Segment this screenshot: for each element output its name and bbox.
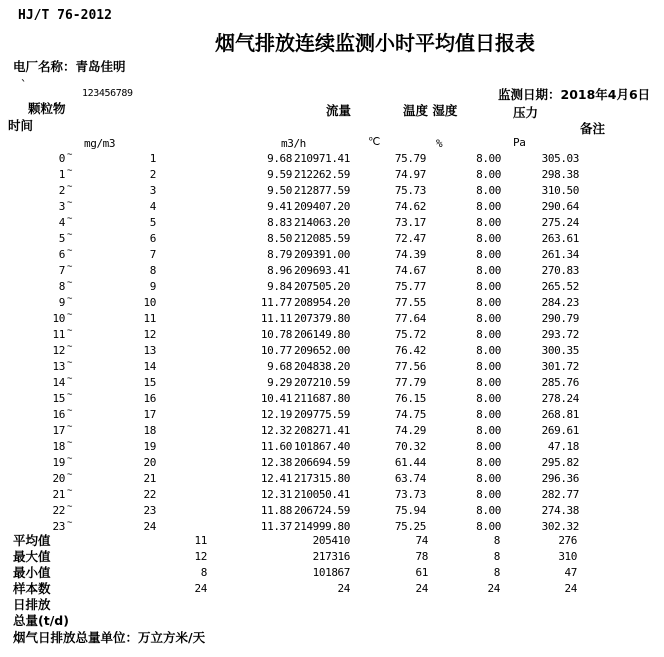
tilde-separator: ~ xyxy=(67,198,73,208)
summary-humidity-value: 24 xyxy=(487,582,500,595)
summary-rows xyxy=(0,533,664,629)
pm-value: 8.79 xyxy=(267,248,292,261)
tilde-separator: ~ xyxy=(67,406,73,416)
temperature-value: 61.44 xyxy=(394,456,426,469)
table-row xyxy=(0,199,664,215)
plant-name-label: 电厂名称：青岛佳明 xyxy=(13,59,126,74)
hour-end: 10 xyxy=(143,296,156,309)
summary-pm-value: 24 xyxy=(194,582,207,595)
summary-label: 日排放 xyxy=(13,597,51,612)
humidity-value: 8.00 xyxy=(476,488,501,501)
temperature-value: 73.17 xyxy=(394,216,426,229)
summary-humidity-value: 8 xyxy=(493,566,500,579)
pressure-value: 310.50 xyxy=(541,184,579,197)
tilde-separator: ~ xyxy=(67,438,73,448)
pm-value: 11.88 xyxy=(260,504,292,517)
pressure-value: 285.76 xyxy=(541,376,579,389)
table-row xyxy=(0,455,664,471)
pm-value: 9.84 xyxy=(267,280,292,293)
temperature-value: 75.72 xyxy=(394,328,426,341)
pressure-value: 265.52 xyxy=(541,280,579,293)
table-row xyxy=(0,231,664,247)
summary-row xyxy=(0,613,664,629)
flow-value: 217315.80 xyxy=(293,472,350,485)
hour-start: 7 xyxy=(58,264,65,277)
pressure-value: 269.61 xyxy=(541,424,579,437)
hour-start: 1 xyxy=(58,168,65,181)
pm-value: 9.59 xyxy=(267,168,292,181)
hour-end: 19 xyxy=(143,440,156,453)
temperature-value: 76.42 xyxy=(394,344,426,357)
flow-value: 208271.41 xyxy=(293,424,350,437)
summary-humidity-value: 8 xyxy=(493,534,500,547)
tilde-separator: ~ xyxy=(67,166,73,176)
temperature-value: 74.39 xyxy=(394,248,426,261)
pressure-value: 261.34 xyxy=(541,248,579,261)
temperature-value: 76.15 xyxy=(394,392,426,405)
flow-value: 209693.41 xyxy=(293,264,350,277)
humidity-value: 8.00 xyxy=(476,200,501,213)
pm-value: 10.41 xyxy=(260,392,292,405)
tilde-separator: ~ xyxy=(67,214,73,224)
pressure-value: 300.35 xyxy=(541,344,579,357)
tilde-separator: ~ xyxy=(67,374,73,384)
flow-value: 211687.80 xyxy=(293,392,350,405)
pressure-value: 290.79 xyxy=(541,312,579,325)
flow-value: 208954.20 xyxy=(293,296,350,309)
pm-value: 12.31 xyxy=(260,488,292,501)
hour-end: 15 xyxy=(143,376,156,389)
hour-end: 12 xyxy=(143,328,156,341)
tilde-separator: ~ xyxy=(67,502,73,512)
hour-end: 7 xyxy=(149,248,156,261)
table-row xyxy=(0,311,664,327)
tilde-separator: ~ xyxy=(67,326,73,336)
table-row xyxy=(0,423,664,439)
humidity-value: 8.00 xyxy=(476,344,501,357)
flow-value: 214063.20 xyxy=(293,216,350,229)
pm-value: 10.77 xyxy=(260,344,292,357)
temperature-value: 74.29 xyxy=(394,424,426,437)
pm-value: 12.38 xyxy=(260,456,292,469)
pressure-value: 278.24 xyxy=(541,392,579,405)
temperature-value: 75.25 xyxy=(394,520,426,533)
pressure-value: 47.18 xyxy=(547,440,579,453)
hour-start: 22 xyxy=(52,504,65,517)
pressure-value: 302.32 xyxy=(541,520,579,533)
hour-end: 3 xyxy=(149,184,156,197)
pressure-value: 263.61 xyxy=(541,232,579,245)
hour-end: 4 xyxy=(149,200,156,213)
table-row xyxy=(0,407,664,423)
temperature-value: 70.32 xyxy=(394,440,426,453)
summary-temperature-value: 24 xyxy=(415,582,428,595)
summary-pressure-value: 310 xyxy=(558,550,577,563)
summary-label: 平均值 xyxy=(13,533,51,548)
table-row xyxy=(0,375,664,391)
hour-end: 9 xyxy=(149,280,156,293)
hour-start: 0 xyxy=(58,152,65,165)
tilde-separator: ~ xyxy=(67,230,73,240)
flow-value: 204838.20 xyxy=(293,360,350,373)
pressure-value: 290.64 xyxy=(541,200,579,213)
pressure-value: 293.72 xyxy=(541,328,579,341)
pm-value: 8.83 xyxy=(267,216,292,229)
humidity-value: 8.00 xyxy=(476,296,501,309)
tilde-separator: ~ xyxy=(67,422,73,432)
hour-end: 22 xyxy=(143,488,156,501)
hour-end: 20 xyxy=(143,456,156,469)
summary-label: 最小值 xyxy=(13,565,51,580)
summary-pm-value: 8 xyxy=(200,566,207,579)
table-row xyxy=(0,167,664,183)
hour-end: 18 xyxy=(143,424,156,437)
summary-flow-value: 24 xyxy=(337,582,350,595)
serial-number: 123456789 xyxy=(82,88,133,99)
standard-code: HJ/T 76-2012 xyxy=(18,8,112,23)
flow-value: 212877.59 xyxy=(293,184,350,197)
hour-end: 16 xyxy=(143,392,156,405)
temperature-value: 72.47 xyxy=(394,232,426,245)
flow-value: 206694.59 xyxy=(293,456,350,469)
unit-temperature: ℃ xyxy=(368,135,380,148)
summary-row xyxy=(0,565,664,581)
humidity-value: 8.00 xyxy=(476,168,501,181)
table-row xyxy=(0,327,664,343)
hour-start: 10 xyxy=(52,312,65,325)
pm-value: 9.68 xyxy=(267,152,292,165)
temperature-value: 74.62 xyxy=(394,200,426,213)
flow-value: 209775.59 xyxy=(293,408,350,421)
tilde-separator: ~ xyxy=(67,278,73,288)
hour-end: 14 xyxy=(143,360,156,373)
pm-value: 9.41 xyxy=(267,200,292,213)
hour-start: 18 xyxy=(52,440,65,453)
humidity-value: 8.00 xyxy=(476,408,501,421)
summary-temperature-value: 74 xyxy=(415,534,428,547)
tilde-separator: ~ xyxy=(67,358,73,368)
flow-value: 209407.20 xyxy=(293,200,350,213)
hour-end: 17 xyxy=(143,408,156,421)
temperature-value: 75.79 xyxy=(394,152,426,165)
pm-value: 10.78 xyxy=(260,328,292,341)
temperature-value: 77.79 xyxy=(394,376,426,389)
tilde-separator: ~ xyxy=(67,294,73,304)
hour-start: 3 xyxy=(58,200,65,213)
pressure-value: 284.23 xyxy=(541,296,579,309)
temperature-value: 77.55 xyxy=(394,296,426,309)
hour-end: 8 xyxy=(149,264,156,277)
hour-start: 12 xyxy=(52,344,65,357)
table-row xyxy=(0,279,664,295)
humidity-value: 8.00 xyxy=(476,472,501,485)
tilde-separator: ~ xyxy=(67,150,73,160)
pressure-value: 268.81 xyxy=(541,408,579,421)
flow-value: 206724.59 xyxy=(293,504,350,517)
table-row xyxy=(0,247,664,263)
pm-value: 11.11 xyxy=(260,312,292,325)
humidity-value: 8.00 xyxy=(476,232,501,245)
tilde-separator: ~ xyxy=(67,342,73,352)
humidity-value: 8.00 xyxy=(476,248,501,261)
summary-temperature-value: 78 xyxy=(415,550,428,563)
hour-start: 19 xyxy=(52,456,65,469)
flow-value: 209652.00 xyxy=(293,344,350,357)
pressure-value: 274.38 xyxy=(541,504,579,517)
pm-value: 11.37 xyxy=(260,520,292,533)
hour-start: 6 xyxy=(58,248,65,261)
tilde-separator: ~ xyxy=(67,390,73,400)
hour-start: 23 xyxy=(52,520,65,533)
humidity-value: 8.00 xyxy=(476,504,501,517)
table-row xyxy=(0,391,664,407)
humidity-value: 8.00 xyxy=(476,312,501,325)
summary-pm-value: 12 xyxy=(194,550,207,563)
flow-value: 207379.80 xyxy=(293,312,350,325)
hour-start: 13 xyxy=(52,360,65,373)
pm-value: 9.68 xyxy=(267,360,292,373)
hour-start: 9 xyxy=(58,296,65,309)
hour-start: 15 xyxy=(52,392,65,405)
table-row xyxy=(0,503,664,519)
summary-row xyxy=(0,549,664,565)
temperature-value: 74.97 xyxy=(394,168,426,181)
pressure-value: 270.83 xyxy=(541,264,579,277)
hour-start: 11 xyxy=(52,328,65,341)
pm-value: 8.50 xyxy=(267,232,292,245)
temperature-value: 75.77 xyxy=(394,280,426,293)
table-row xyxy=(0,439,664,455)
summary-row xyxy=(0,533,664,549)
pressure-value: 295.82 xyxy=(541,456,579,469)
flow-value: 207210.59 xyxy=(293,376,350,389)
temperature-value: 75.94 xyxy=(394,504,426,517)
unit-flow: m3/h xyxy=(281,137,306,150)
tilde-separator: ~ xyxy=(67,470,73,480)
pm-value: 9.50 xyxy=(267,184,292,197)
humidity-value: 8.00 xyxy=(476,152,501,165)
hour-end: 21 xyxy=(143,472,156,485)
pm-value: 11.60 xyxy=(260,440,292,453)
humidity-value: 8.00 xyxy=(476,280,501,293)
col-header-temp-humidity: 温度 湿度 xyxy=(403,103,458,118)
flow-value: 210971.41 xyxy=(293,152,350,165)
hour-start: 14 xyxy=(52,376,65,389)
summary-pressure-value: 276 xyxy=(558,534,577,547)
temperature-value: 75.73 xyxy=(394,184,426,197)
summary-label: 最大值 xyxy=(13,549,51,564)
tilde-separator: ~ xyxy=(67,454,73,464)
table-row xyxy=(0,295,664,311)
humidity-value: 8.00 xyxy=(476,376,501,389)
tilde-separator: ~ xyxy=(67,262,73,272)
table-row xyxy=(0,263,664,279)
pm-value: 11.77 xyxy=(260,296,292,309)
hour-start: 2 xyxy=(58,184,65,197)
temperature-value: 74.67 xyxy=(394,264,426,277)
table-row xyxy=(0,471,664,487)
humidity-value: 8.00 xyxy=(476,264,501,277)
pm-value: 12.41 xyxy=(260,472,292,485)
unit-pressure: Pa xyxy=(513,136,526,149)
flow-value: 207505.20 xyxy=(293,280,350,293)
table-row xyxy=(0,151,664,167)
pm-value: 8.96 xyxy=(267,264,292,277)
summary-flow-value: 101867 xyxy=(312,566,350,579)
humidity-value: 8.00 xyxy=(476,328,501,341)
hour-end: 23 xyxy=(143,504,156,517)
hour-end: 1 xyxy=(149,152,156,165)
hour-start: 17 xyxy=(52,424,65,437)
table-row xyxy=(0,343,664,359)
hour-start: 21 xyxy=(52,488,65,501)
pressure-value: 296.36 xyxy=(541,472,579,485)
pressure-value: 298.38 xyxy=(541,168,579,181)
flow-value: 209391.00 xyxy=(293,248,350,261)
hour-start: 16 xyxy=(52,408,65,421)
temperature-value: 77.56 xyxy=(394,360,426,373)
hour-start: 8 xyxy=(58,280,65,293)
temperature-value: 63.74 xyxy=(394,472,426,485)
monitor-date-label: 监测日期：2018年4月6日 xyxy=(498,87,651,102)
tilde-separator: ~ xyxy=(67,310,73,320)
humidity-value: 8.00 xyxy=(476,440,501,453)
summary-row xyxy=(0,597,664,613)
tilde-separator: ~ xyxy=(67,246,73,256)
hour-end: 6 xyxy=(149,232,156,245)
col-header-time: 时间 xyxy=(8,118,34,133)
hourly-rows xyxy=(0,151,664,535)
unit-particulate: mg/m3 xyxy=(84,137,116,150)
humidity-value: 8.00 xyxy=(476,216,501,229)
pressure-value: 305.03 xyxy=(541,152,579,165)
hour-end: 2 xyxy=(149,168,156,181)
humidity-value: 8.00 xyxy=(476,520,501,533)
pressure-value: 275.24 xyxy=(541,216,579,229)
flow-value: 210050.41 xyxy=(293,488,350,501)
tilde-separator: ~ xyxy=(67,182,73,192)
hour-end: 11 xyxy=(143,312,156,325)
tilde-separator: ~ xyxy=(67,486,73,496)
col-header-pressure: 压力 xyxy=(513,105,539,120)
page-title: 烟气排放连续监测小时平均值日报表 xyxy=(215,31,535,55)
unit-humidity: % xyxy=(436,137,443,150)
temperature-value: 77.64 xyxy=(394,312,426,325)
flow-value: 214999.80 xyxy=(293,520,350,533)
table-row xyxy=(0,359,664,375)
summary-flow-value: 217316 xyxy=(312,550,350,563)
pm-value: 12.19 xyxy=(260,408,292,421)
table-row xyxy=(0,487,664,503)
col-header-particulate: 颗粒物 xyxy=(28,101,66,116)
summary-row xyxy=(0,581,664,597)
humidity-value: 8.00 xyxy=(476,392,501,405)
col-header-remark: 备注 xyxy=(580,121,606,136)
flow-value: 212085.59 xyxy=(293,232,350,245)
flow-value: 101867.40 xyxy=(293,440,350,453)
pressure-value: 301.72 xyxy=(541,360,579,373)
summary-pm-value: 11 xyxy=(194,534,207,547)
stray-mark: ` xyxy=(20,78,28,92)
summary-pressure-value: 47 xyxy=(564,566,577,579)
pm-value: 12.32 xyxy=(260,424,292,437)
summary-humidity-value: 8 xyxy=(493,550,500,563)
summary-pressure-value: 24 xyxy=(564,582,577,595)
temperature-value: 74.75 xyxy=(394,408,426,421)
humidity-value: 8.00 xyxy=(476,184,501,197)
table-row xyxy=(0,183,664,199)
pressure-value: 282.77 xyxy=(541,488,579,501)
temperature-value: 73.73 xyxy=(394,488,426,501)
tilde-separator: ~ xyxy=(67,518,73,528)
humidity-value: 8.00 xyxy=(476,424,501,437)
pm-value: 9.29 xyxy=(267,376,292,389)
hour-start: 4 xyxy=(58,216,65,229)
footer-unit-note: 烟气日排放总量单位：万立方米/天 xyxy=(13,630,206,645)
summary-label: 总量(t/d) xyxy=(13,613,69,628)
hour-end: 24 xyxy=(143,520,156,533)
humidity-value: 8.00 xyxy=(476,360,501,373)
summary-flow-value: 205410 xyxy=(312,534,350,547)
flow-value: 206149.80 xyxy=(293,328,350,341)
col-header-flow: 流量 xyxy=(326,103,352,118)
hour-end: 13 xyxy=(143,344,156,357)
summary-temperature-value: 61 xyxy=(415,566,428,579)
flow-value: 212262.59 xyxy=(293,168,350,181)
table-row xyxy=(0,215,664,231)
summary-label: 样本数 xyxy=(13,581,51,596)
hour-end: 5 xyxy=(149,216,156,229)
hour-start: 20 xyxy=(52,472,65,485)
hour-start: 5 xyxy=(58,232,65,245)
humidity-value: 8.00 xyxy=(476,456,501,469)
